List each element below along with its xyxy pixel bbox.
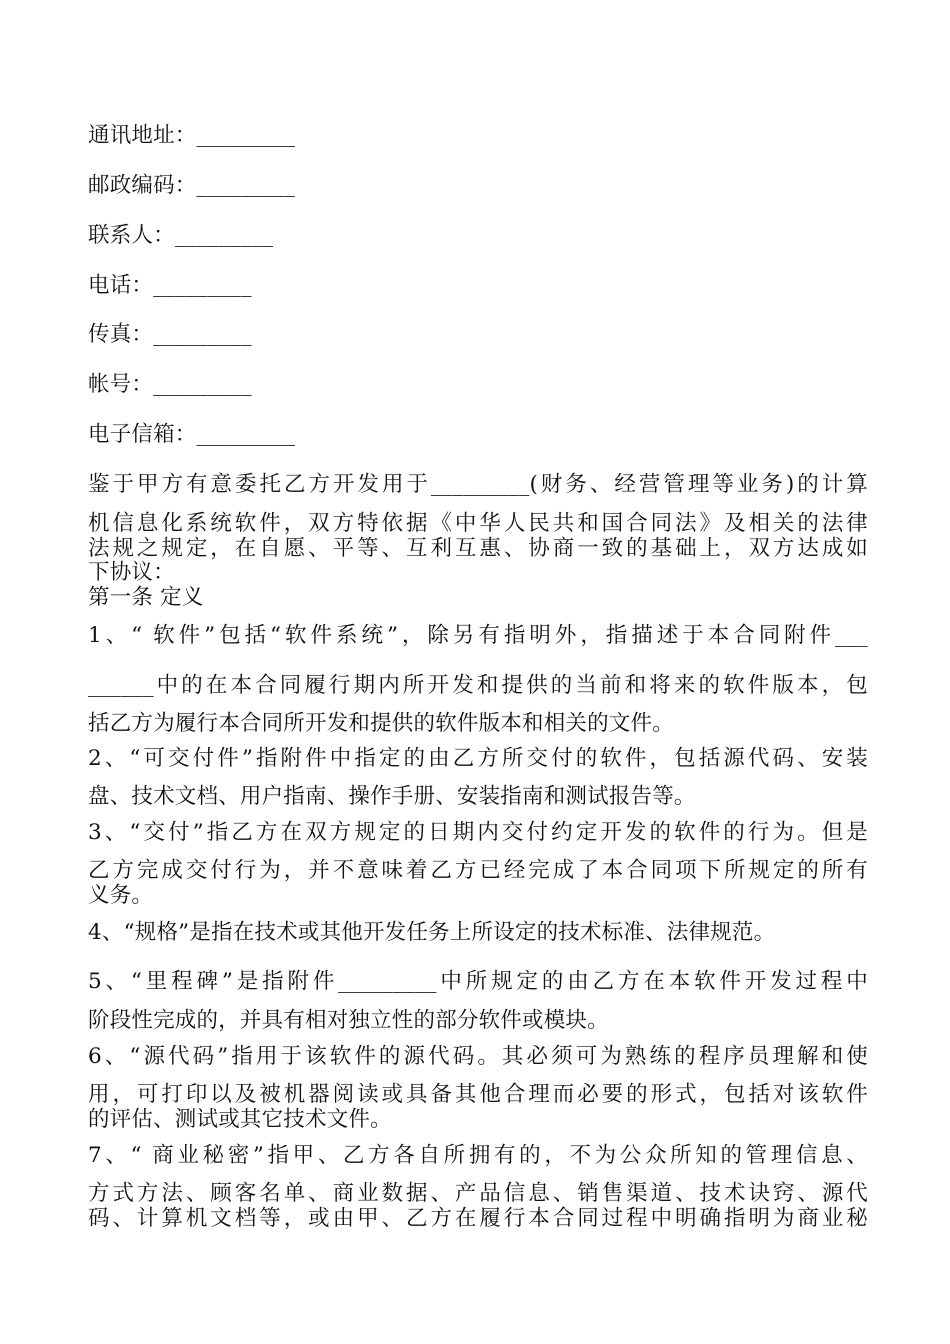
contact-postcode-line: 邮政编码：_________ <box>88 173 296 198</box>
definition-line: 1、“ 软件”包括“软件系统”，除另有指明外，指描述于本合同附件___ <box>88 623 868 648</box>
intro-line: 下协议： <box>88 560 175 585</box>
contact-account-line: 帐号：_________ <box>88 372 252 397</box>
definition-line: 括乙方为履行本合同所开发和提供的软件版本和相关的文件。 <box>88 711 674 736</box>
definition-line: 2、“可交付件”指附件中指定的由乙方所交付的软件，包括源代码、安装 <box>88 746 868 771</box>
definition-line: 3、“交付”指乙方在双方规定的日期内交付约定开发的软件的行为。但是 <box>88 820 868 845</box>
contact-phone-line: 电话：_________ <box>88 273 252 298</box>
contact-email-line: 电子信箱：_________ <box>88 422 296 447</box>
intro-line: 机信息化系统软件，双方特依据《中华人民共和国合同法》及相关的法律 <box>88 511 868 536</box>
intro-line: 鉴于甲方有意委托乙方开发用于_________(财务、经营管理等业务)的计算 <box>88 472 868 497</box>
definition-line: 用，可打印以及被机器阅读或具备其他合理而必要的形式，包括对该软件 <box>88 1082 868 1107</box>
contact-address-line: 通讯地址：_________ <box>88 123 296 148</box>
definition-line: 5、“里程碑”是指附件_________中所规定的由乙方在本软件开发过程中 <box>88 969 868 994</box>
definition-line: 的评估、测试或其它技术文件。 <box>88 1107 392 1132</box>
definition-line: 盘、技术文档、用户指南、操作手册、安装指南和测试报告等。 <box>88 784 696 809</box>
contact-fax-line: 传真：_________ <box>88 322 252 347</box>
definition-line: ______中的在本合同履行期内所开发和提供的当前和将来的软件版本，包 <box>88 673 868 698</box>
intro-line: 法规之规定，在自愿、平等、互利互惠、协商一致的基础上，双方达成如 <box>88 536 868 561</box>
definition-line: 6、“源代码”指用于该软件的源代码。其必须可为熟练的程序员理解和使 <box>88 1044 868 1069</box>
contact-person-line: 联系人：_________ <box>88 223 274 248</box>
article-title: 第一条 定义 <box>88 585 204 610</box>
definition-line: 7、“ 商业秘密”指甲、乙方各自所拥有的，不为公众所知的管理信息、 <box>88 1143 868 1168</box>
definition-line: 4、“规格”是指在技术或其他开发任务上所设定的技术标准、法律规范。 <box>88 920 776 945</box>
definition-line: 义务。 <box>88 883 154 908</box>
definition-line: 码、计算机文档等，或由甲、乙方在履行本合同过程中明确指明为商业秘 <box>88 1206 868 1231</box>
definition-line: 方式方法、顾客名单、商业数据、产品信息、销售渠道、技术诀窍、源代 <box>88 1181 868 1206</box>
definition-line: 阶段性完成的，并具有相对独立性的部分软件或模块。 <box>88 1008 609 1033</box>
definition-line: 乙方完成交付行为，并不意味着乙方已经完成了本合同项下所规定的所有 <box>88 858 868 883</box>
